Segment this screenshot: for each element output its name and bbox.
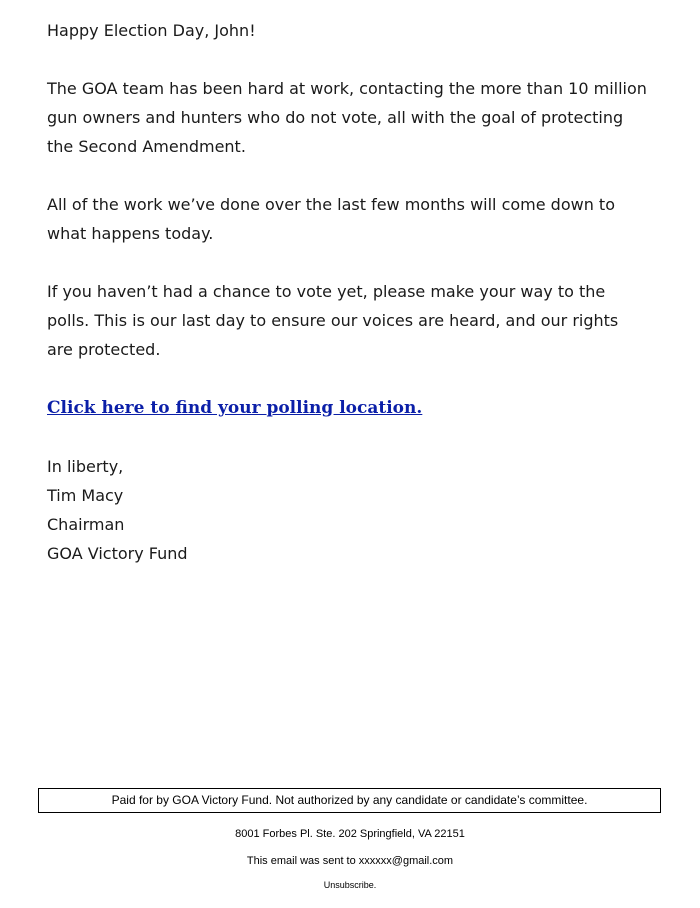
email-body xyxy=(47,16,647,568)
paid-for-disclaimer: Paid for by GOA Victory Fund. Not authorized by any candidate or candidate’s committee. xyxy=(38,788,661,813)
paragraph-vote-today: If you haven’t had a chance to vote yet, please make your way to the polls. This is our last day to ensure our voices are heard, and our rights are protected. xyxy=(47,282,619,359)
polling-location-link[interactable]: Click here to find your polling location. xyxy=(47,398,423,418)
signoff-org: GOA Victory Fund xyxy=(47,544,188,563)
unsubscribe-link[interactable]: Unsubscribe. xyxy=(323,880,377,890)
paragraph-work-done: All of the work we’ve done over the last few months will come down to what happens today. xyxy=(47,195,615,243)
greeting: Happy Election Day, John! xyxy=(47,21,256,40)
paragraph-goa-team: The GOA team has been hard at work, contacting the more than 10 million gun owners and hunters who do not vote, all with the goal of protecting the Second Amendment. xyxy=(47,79,647,156)
signoff-name: Tim Macy xyxy=(47,486,124,505)
footer-sent-to: This email was sent to xxxxxx@gmail.com xyxy=(246,855,454,867)
signoff-title: Chairman xyxy=(47,515,125,534)
footer-address: 8001 Forbes Pl. Ste. 202 Springfield, VA 22151 xyxy=(235,828,465,840)
signoff-closing: In liberty, xyxy=(47,457,124,476)
